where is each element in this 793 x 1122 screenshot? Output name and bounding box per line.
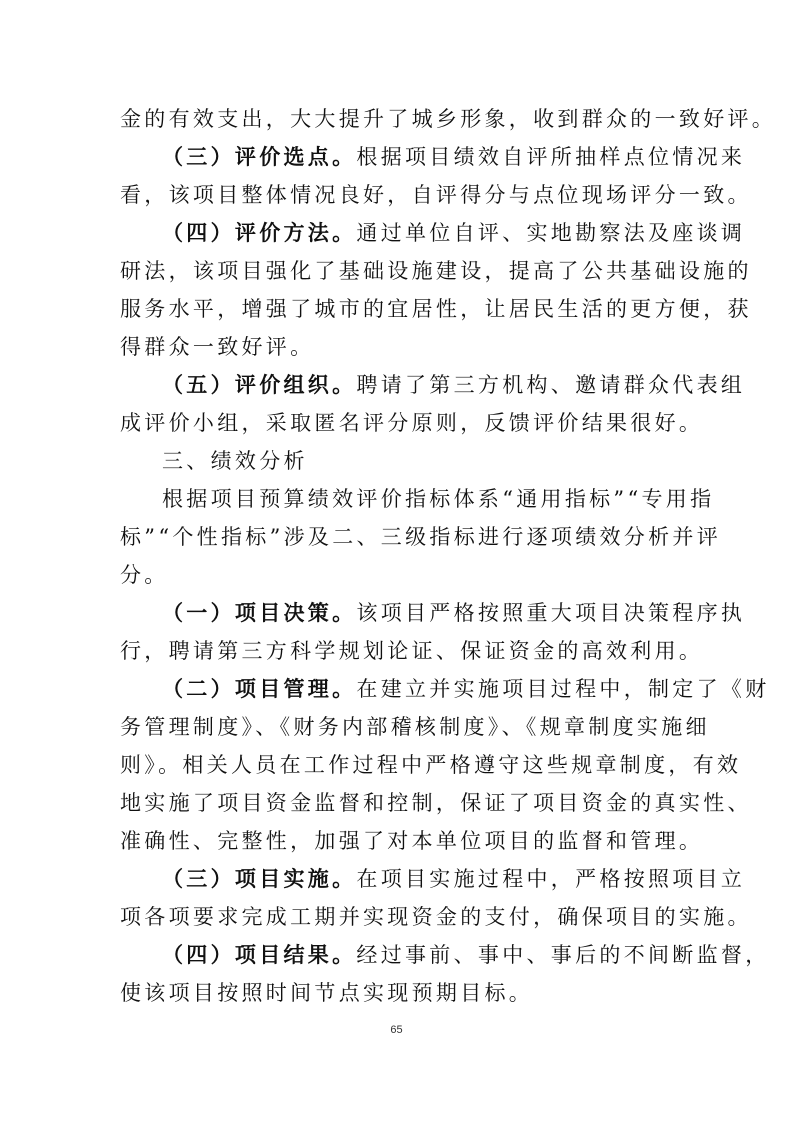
line-text: 看，该项目整体情况良好，自评得分与点位现场评分一致。: [120, 183, 752, 207]
line-text: 服务水平，增强了城市的宜居性，让居民生活的更方便，获: [120, 297, 752, 321]
paragraph-line-3: [120, 176, 752, 214]
line-text: 标”“个性指标”涉及二、三级指标进行逐项绩效分析并评: [120, 525, 722, 549]
paragraph-line-13: [120, 556, 680, 594]
line-text: 该项目严格按照重大项目决策程序执: [356, 601, 746, 625]
paragraph-line-15: [120, 632, 704, 670]
line-text: 准确性、完整性，加强了对本单位项目的监督和管理。: [120, 829, 704, 853]
paragraph-line-20: [120, 822, 704, 860]
line-text: 根据项目预算绩效评价指标体系“通用指标”“专用指: [162, 487, 715, 511]
line-text: 行，聘请第三方科学规划论证、保证资金的高效利用。: [120, 639, 704, 663]
paragraph-line-8: [120, 366, 746, 404]
paragraph-line-19: [120, 784, 752, 822]
paragraph-line-1: [120, 100, 777, 138]
line-text: 三、绩效分析: [162, 449, 308, 473]
section-heading: （五）评价组织。: [162, 372, 357, 397]
paragraph-line-4: [120, 214, 746, 252]
line-text: 聘请了第三方机构、邀请群众代表组: [356, 373, 746, 397]
paragraph-line-5: [120, 252, 752, 290]
line-text: 金的有效支出，大大提升了城乡形象，收到群众的一致好评。: [120, 107, 777, 131]
line-text: 通过单位自评、实地勘察法及座谈调: [356, 221, 746, 245]
line-text: 成评价小组，采取匿名评分原则，反馈评价结果很好。: [120, 411, 704, 435]
section-heading: （三）评价选点。: [162, 144, 357, 169]
line-text: 根据项目绩效自评所抽样点位情况来: [356, 145, 746, 169]
line-text: 得群众一致好评。: [120, 335, 315, 359]
line-text: 项各项要求完成工期并实现资金的支付，确保项目的实施。: [120, 905, 752, 929]
paragraph-line-16: [120, 670, 770, 708]
paragraph-line-17: [120, 708, 710, 746]
paragraph-line-2: [120, 138, 746, 176]
paragraph-line-24: [120, 974, 680, 1012]
line-text: 则》。相关人员在工作过程中严格遵守这些规章制度，有效: [120, 753, 742, 777]
section-heading: （三）项目实施。: [162, 866, 357, 891]
paragraph-line-23: [120, 936, 770, 974]
section-heading: （二）项目管理。: [162, 676, 357, 701]
line-text: 分。: [120, 563, 169, 587]
paragraph-line-18: [120, 746, 742, 784]
line-text: 务管理制度》、《财务内部稽核制度》、《规章制度实施细: [120, 715, 710, 739]
document-body: [120, 100, 777, 1012]
paragraph-line-21: [120, 860, 746, 898]
chapter-heading: [120, 442, 680, 480]
paragraph-line-22: [120, 898, 752, 936]
line-text: 使该项目按照时间节点实现预期目标。: [120, 981, 534, 1005]
paragraph-line-12: [120, 518, 722, 556]
section-heading: （四）评价方法。: [162, 220, 357, 245]
paragraph-line-7: [120, 328, 680, 366]
line-text: 经过事前、事中、事后的不间断监督，: [356, 943, 770, 967]
paragraph-line-6: [120, 290, 752, 328]
paragraph-line-9: [120, 404, 704, 442]
page-number: 65: [390, 1024, 403, 1036]
line-text: 地实施了项目资金监督和控制，保证了项目资金的真实性、: [120, 791, 752, 815]
section-heading: （四）项目结果。: [162, 942, 357, 967]
section-heading: （一）项目决策。: [162, 600, 357, 625]
paragraph-line-11: [120, 480, 715, 518]
line-text: 在项目实施过程中，严格按照项目立: [356, 867, 746, 891]
line-text: 在建立并实施项目过程中，制定了《财: [356, 677, 770, 701]
line-text: 研法，该项目强化了基础设施建设，提高了公共基础设施的: [120, 259, 752, 283]
paragraph-line-14: [120, 594, 746, 632]
